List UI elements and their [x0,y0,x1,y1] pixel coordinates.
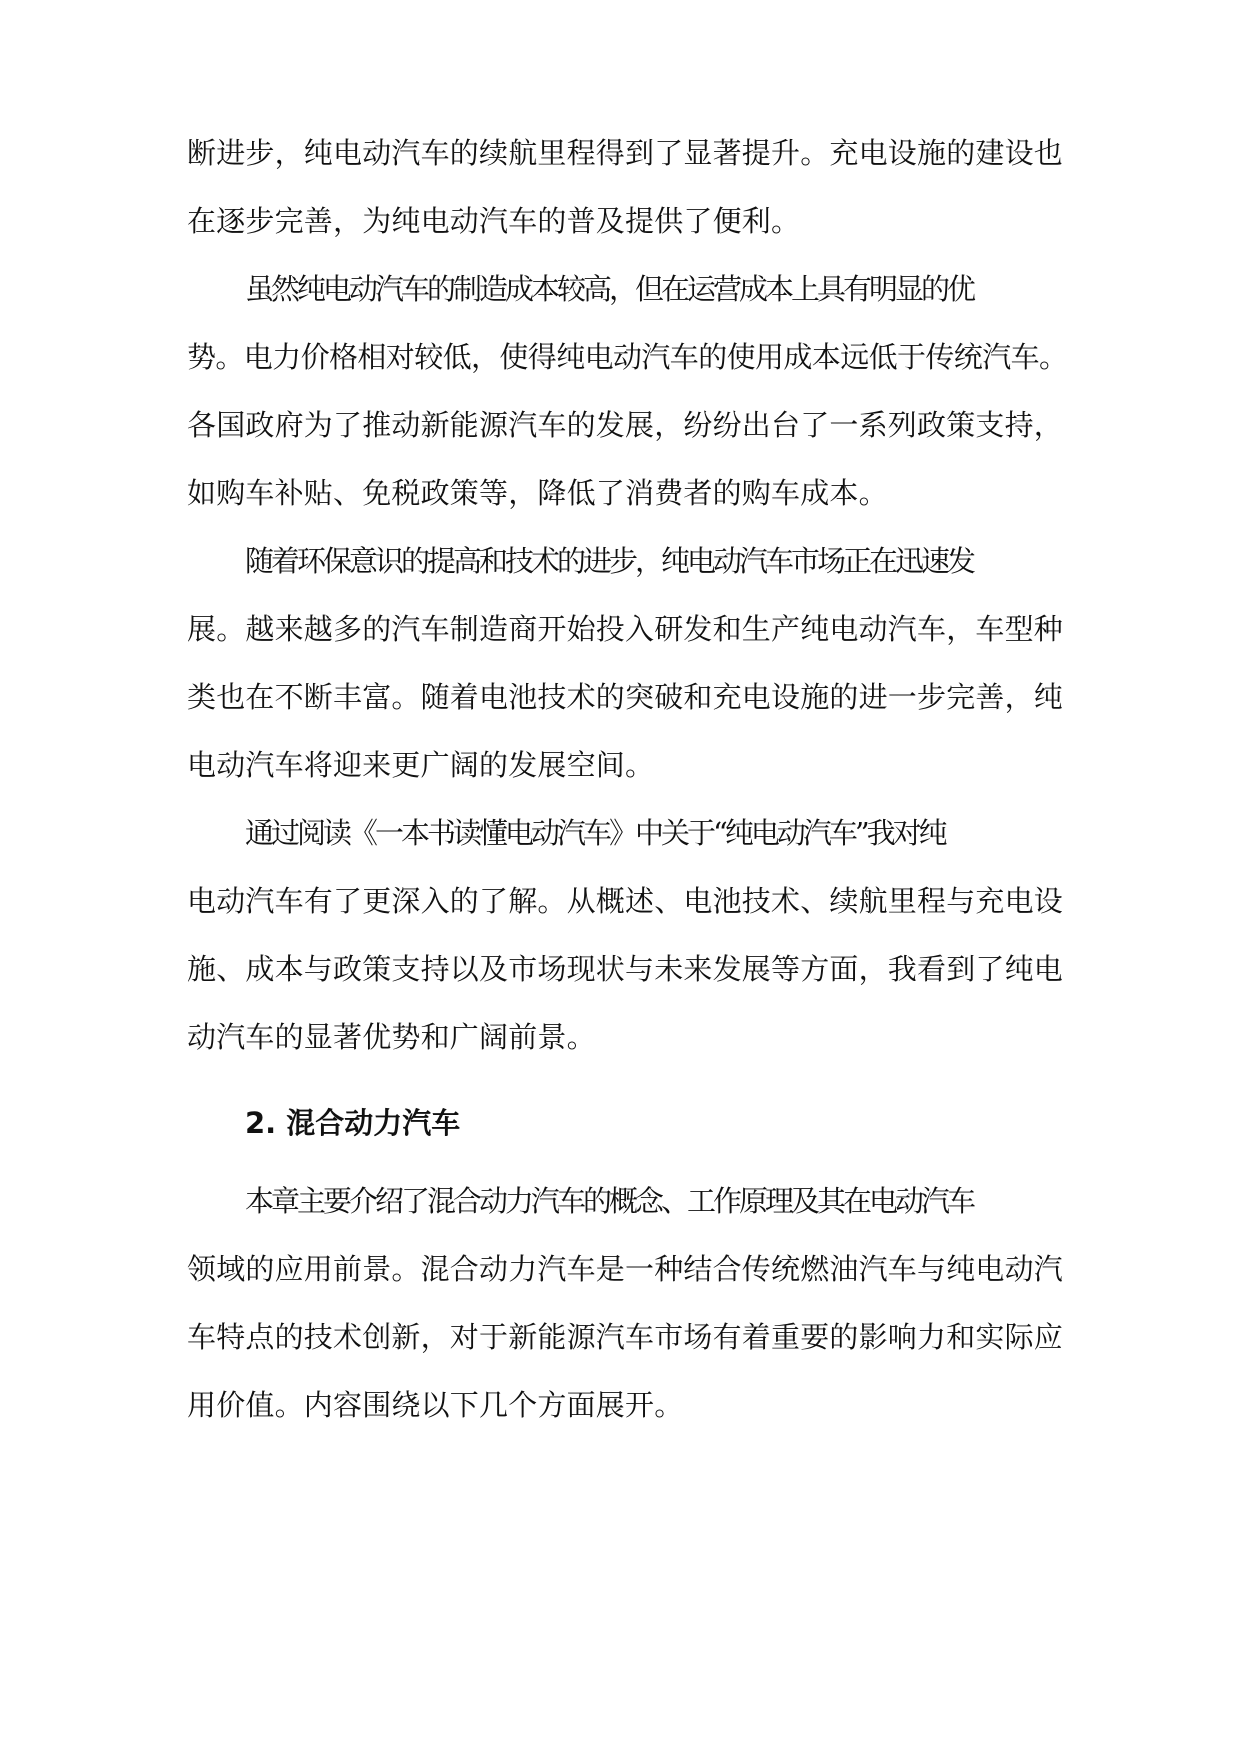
paragraph-line: 车特点的技术创新，对于新能源汽车市场有着重要的影响力和实际应 [187,1320,1064,1354]
paragraph-line: 用价值。内容围绕以下几个方面展开。 [187,1388,684,1422]
paragraph-line: 如购车补贴、免税政策等，降低了消费者的购车成本。 [187,476,888,510]
paragraph-line: 随着环保意识的提高和技术的进步，纯电动汽车市场正在迅速发 [245,544,974,578]
paragraph-line: 势。电力价格相对较低，使得纯电动汽车的使用成本远低于传统汽车。 [187,340,1068,374]
paragraph-line: 展。越来越多的汽车制造商开始投入研发和生产纯电动汽车，车型种 [187,612,1064,646]
paragraph-line: 类也在不断丰富。随着电池技术的突破和充电设施的进一步完善，纯 [187,680,1064,714]
paragraph-line: 领域的应用前景。混合动力汽车是一种结合传统燃油汽车与纯电动汽 [187,1252,1064,1286]
paragraph-line: 本章主要介绍了混合动力汽车的概念、工作原理及其在电动汽车 [245,1184,974,1218]
paragraph-line: 在逐步完善，为纯电动汽车的普及提供了便利。 [187,204,801,238]
paragraph-line: 断进步，纯电动汽车的续航里程得到了显著提升。充电设施的建设也 [187,136,1064,170]
paragraph-line: 电动汽车将迎来更广阔的发展空间。 [187,748,655,782]
paragraph-line: 通过阅读《一本书读懂电动汽车》中关于“纯电动汽车”我对纯 [245,816,945,850]
paragraph-line: 动汽车的显著优势和广阔前景。 [187,1020,596,1054]
paragraph-line: 施、成本与政策支持以及市场现状与未来发展等方面，我看到了纯电 [187,952,1064,986]
paragraph-line: 各国政府为了推动新能源汽车的发展，纷纷出台了一系列政策支持， [187,408,1064,442]
paragraph-line: 虽然纯电动汽车的制造成本较高，但在运营成本上具有明显的优 [245,272,974,306]
section-heading: 2. 混合动力汽车 [245,1106,461,1140]
paragraph-line: 电动汽车有了更深入的了解。从概述、电池技术、续航里程与充电设 [187,884,1064,918]
